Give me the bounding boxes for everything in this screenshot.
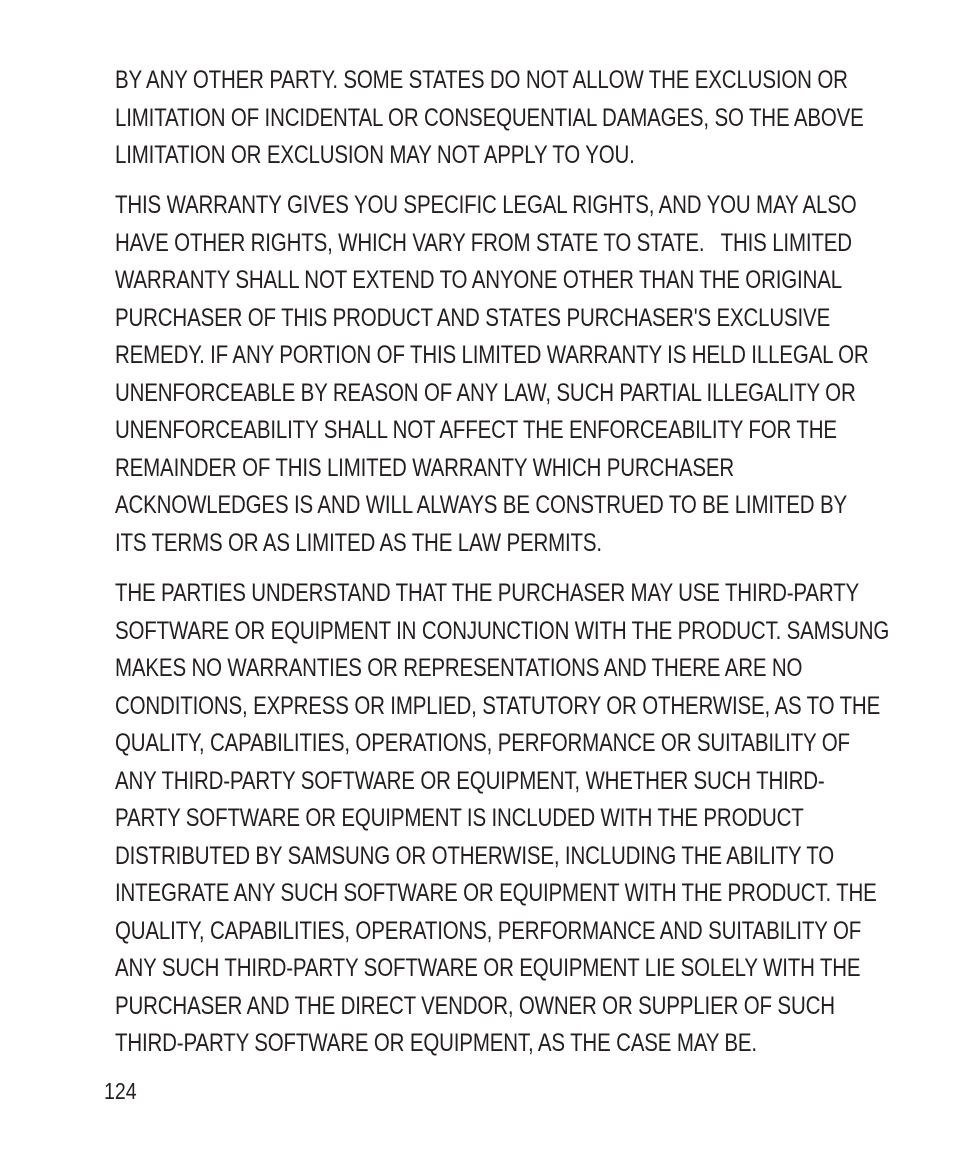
paragraph-legal-rights	[115, 187, 915, 562]
paragraph-line: ANY THIRD-PARTY SOFTWARE OR EQUIPMENT, WHETHER SUCH THIRD-	[115, 766, 825, 795]
paragraph-line: QUALITY, CAPABILITIES, OPERATIONS, PERFORMANCE AND SUITABILITY OF	[115, 916, 862, 945]
paragraph-line: UNENFORCEABILITY SHALL NOT AFFECT THE ENFORCEABILITY FOR THE	[115, 416, 837, 444]
paragraph-line: LIMITATION OR EXCLUSION MAY NOT APPLY TO YOU.	[115, 141, 635, 169]
paragraph-line: PARTY SOFTWARE OR EQUIPMENT IS INCLUDED WITH THE PRODUCT	[115, 804, 804, 832]
paragraph-line: THE PARTIES UNDERSTAND THAT THE PURCHASER MAY USE THIRD-PARTY	[115, 579, 860, 607]
paragraph-line: PURCHASER OF THIS PRODUCT AND STATES PURCHASER'S EXCLUSIVE	[115, 303, 831, 332]
paragraph-line: HAVE OTHER RIGHTS, WHICH VARY FROM STATE TO STATE. THIS LIMITED	[115, 228, 852, 257]
paragraph-line: ITS TERMS OR AS LIMITED AS THE LAW PERMITS.	[115, 528, 602, 557]
paragraph-line: ACKNOWLEDGES IS AND WILL ALWAYS BE CONSTRUED TO BE LIMITED BY	[115, 491, 847, 519]
paragraph-line: CONDITIONS, EXPRESS OR IMPLIED, STATUTORY OR OTHERWISE, AS TO THE	[115, 691, 881, 720]
paragraph-line: REMAINDER OF THIS LIMITED WARRANTY WHICH PURCHASER	[115, 453, 734, 482]
paragraph-exclusion-limitation	[115, 62, 915, 175]
paragraph-line: QUALITY, CAPABILITIES, OPERATIONS, PERFORMANCE OR SUITABILITY OF	[115, 729, 850, 757]
paragraph-line: REMEDY. IF ANY PORTION OF THIS LIMITED WARRANTY IS HELD ILLEGAL OR	[115, 341, 869, 369]
paragraph-line: WARRANTY SHALL NOT EXTEND TO ANYONE OTHER THAN THE ORIGINAL	[115, 266, 842, 294]
paragraph-line: MAKES NO WARRANTIES OR REPRESENTATIONS AND THERE ARE NO	[115, 654, 803, 682]
page-number: 124	[104, 1078, 137, 1104]
paragraph-third-party	[115, 575, 915, 1063]
paragraph-line: PURCHASER AND THE DIRECT VENDOR, OWNER OR SUPPLIER OF SUCH	[115, 991, 835, 1020]
paragraph-line: INTEGRATE ANY SUCH SOFTWARE OR EQUIPMENT WITH THE PRODUCT. THE	[115, 879, 877, 907]
paragraph-line: THIRD-PARTY SOFTWARE OR EQUIPMENT, AS THE CASE MAY BE.	[115, 1029, 757, 1057]
paragraph-line: SOFTWARE OR EQUIPMENT IN CONJUNCTION WITH THE PRODUCT. SAMSUNG	[115, 616, 890, 645]
paragraph-line: THIS WARRANTY GIVES YOU SPECIFIC LEGAL RIGHTS, AND YOU MAY ALSO	[115, 191, 857, 219]
paragraph-line: UNENFORCEABLE BY REASON OF ANY LAW, SUCH PARTIAL ILLEGALITY OR	[115, 378, 856, 407]
paragraph-line: DISTRIBUTED BY SAMSUNG OR OTHERWISE, INCLUDING THE ABILITY TO	[115, 841, 835, 870]
paragraph-line: LIMITATION OF INCIDENTAL OR CONSEQUENTIAL DAMAGES, SO THE ABOVE	[115, 103, 864, 132]
paragraph-line: ANY SUCH THIRD-PARTY SOFTWARE OR EQUIPMENT LIE SOLELY WITH THE	[115, 954, 861, 982]
paragraph-line: BY ANY OTHER PARTY. SOME STATES DO NOT ALLOW THE EXCLUSION OR	[115, 66, 848, 94]
